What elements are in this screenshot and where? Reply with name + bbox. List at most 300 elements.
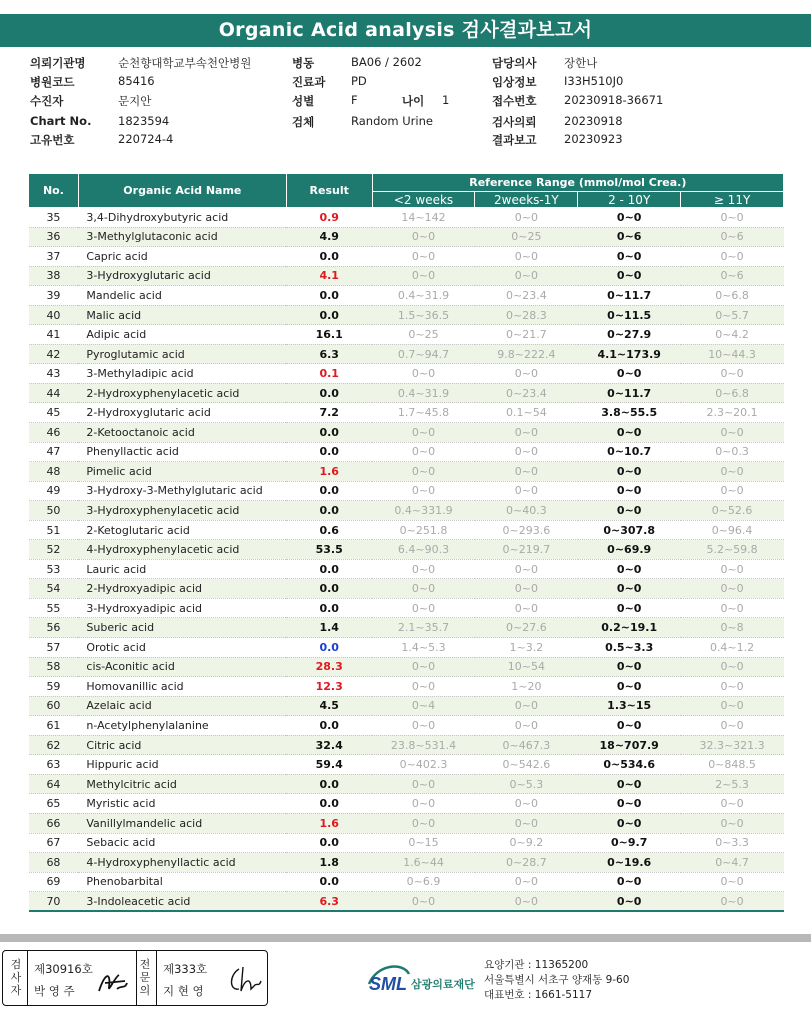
test-request-label: 검사의뢰 bbox=[492, 115, 537, 129]
col-header-ref-ge11y: ≥ 11Y bbox=[681, 192, 784, 208]
table-row bbox=[29, 364, 784, 384]
row-no: 63 bbox=[29, 755, 79, 775]
row-ref-2to10y: 4.1~173.9 bbox=[578, 344, 681, 364]
result-report-value: 20230923 bbox=[564, 132, 623, 146]
row-ref-lt2w: 0~0 bbox=[372, 481, 475, 501]
sml-org-name: 삼광의료재단 bbox=[411, 978, 475, 991]
table-row bbox=[29, 559, 784, 579]
row-result: 0.0 bbox=[286, 442, 372, 462]
signoff-divider bbox=[156, 951, 157, 1005]
row-ref-lt2w: 0~402.3 bbox=[372, 755, 475, 775]
row-result: 1.8 bbox=[286, 853, 372, 873]
table-row bbox=[29, 266, 784, 286]
row-ref-ge11y: 0~0 bbox=[681, 208, 784, 228]
row-name: Hippuric acid bbox=[78, 755, 286, 775]
hospital-code-label: 병원코드 bbox=[30, 75, 75, 89]
row-ref-2w1y: 0~23.4 bbox=[475, 383, 578, 403]
table-row bbox=[29, 286, 784, 306]
row-ref-lt2w: 0~0 bbox=[372, 657, 475, 677]
signoff-box bbox=[2, 950, 268, 1006]
row-ref-ge11y: 0~0 bbox=[681, 247, 784, 267]
row-name: 2-Hydroxyadipic acid bbox=[78, 579, 286, 599]
row-no: 42 bbox=[29, 344, 79, 364]
row-ref-2to10y: 0~0 bbox=[578, 208, 681, 228]
row-result: 0.0 bbox=[286, 383, 372, 403]
row-ref-2to10y: 1.3~15 bbox=[578, 696, 681, 716]
row-no: 51 bbox=[29, 520, 79, 540]
row-ref-2to10y: 0~0 bbox=[578, 481, 681, 501]
row-ref-2w1y: 0~0 bbox=[475, 442, 578, 462]
inspector-signature bbox=[95, 967, 131, 997]
row-no: 61 bbox=[29, 716, 79, 736]
row-ref-2w1y: 0~28.3 bbox=[475, 305, 578, 325]
table-row bbox=[29, 462, 784, 482]
row-ref-2w1y: 0~0 bbox=[475, 696, 578, 716]
row-ref-lt2w: 0~0 bbox=[372, 423, 475, 443]
row-no: 47 bbox=[29, 442, 79, 462]
row-result: 0.0 bbox=[286, 305, 372, 325]
table-row bbox=[29, 755, 784, 775]
row-ref-2w1y: 0~5.3 bbox=[475, 774, 578, 794]
row-ref-2w1y: 0~0 bbox=[475, 892, 578, 912]
row-ref-lt2w: 0~0 bbox=[372, 813, 475, 833]
doctor-label: 담당의사 bbox=[492, 56, 537, 70]
dept-value: PD bbox=[351, 74, 367, 88]
row-ref-ge11y: 0~0 bbox=[681, 677, 784, 697]
row-ref-ge11y: 0~0 bbox=[681, 462, 784, 482]
verifier-license-no: 제333호 bbox=[163, 962, 208, 976]
table-row bbox=[29, 344, 784, 364]
row-ref-2w1y: 0~0 bbox=[475, 716, 578, 736]
row-result: 0.0 bbox=[286, 872, 372, 892]
row-name: Pimelic acid bbox=[78, 462, 286, 482]
row-ref-lt2w: 0~0 bbox=[372, 716, 475, 736]
row-no: 39 bbox=[29, 286, 79, 306]
row-ref-ge11y: 0~0 bbox=[681, 579, 784, 599]
row-name: Adipic acid bbox=[78, 325, 286, 345]
specimen-label: 검체 bbox=[292, 115, 315, 129]
row-ref-2w1y: 0~0 bbox=[475, 208, 578, 228]
table-row bbox=[29, 598, 784, 618]
row-ref-2to10y: 0~0 bbox=[578, 266, 681, 286]
row-ref-lt2w: 14~142 bbox=[372, 208, 475, 228]
row-result: 16.1 bbox=[286, 325, 372, 345]
row-name: Vanillylmandelic acid bbox=[78, 813, 286, 833]
unique-no-label: 고유번호 bbox=[30, 133, 75, 147]
col-header-name: Organic Acid Name bbox=[78, 174, 286, 208]
row-ref-ge11y: 0~6 bbox=[681, 266, 784, 286]
row-ref-ge11y: 2.3~20.1 bbox=[681, 403, 784, 423]
table-row bbox=[29, 892, 784, 912]
row-name: 3-Methyladipic acid bbox=[78, 364, 286, 384]
row-ref-ge11y: 0~0 bbox=[681, 657, 784, 677]
table-row bbox=[29, 442, 784, 462]
row-ref-lt2w: 0~0 bbox=[372, 892, 475, 912]
row-result: 0.0 bbox=[286, 833, 372, 853]
footer-line-code: 요양기관 : 11365200 bbox=[484, 959, 589, 971]
row-result: 0.0 bbox=[286, 579, 372, 599]
row-ref-lt2w: 23.8~531.4 bbox=[372, 735, 475, 755]
table-row bbox=[29, 618, 784, 638]
row-ref-ge11y: 0~96.4 bbox=[681, 520, 784, 540]
row-no: 54 bbox=[29, 579, 79, 599]
row-ref-ge11y: 0~6 bbox=[681, 227, 784, 247]
row-name: Methylcitric acid bbox=[78, 774, 286, 794]
row-no: 48 bbox=[29, 462, 79, 482]
row-result: 0.0 bbox=[286, 638, 372, 658]
row-result: 0.0 bbox=[286, 247, 372, 267]
row-no: 52 bbox=[29, 540, 79, 560]
row-ref-2to10y: 0~0 bbox=[578, 462, 681, 482]
row-ref-2w1y: 0~0 bbox=[475, 872, 578, 892]
row-name: 4-Hydroxyphenyllactic acid bbox=[78, 853, 286, 873]
row-no: 43 bbox=[29, 364, 79, 384]
row-ref-lt2w: 0~0 bbox=[372, 227, 475, 247]
row-name: 3-Hydroxyphenylacetic acid bbox=[78, 501, 286, 521]
row-no: 53 bbox=[29, 559, 79, 579]
signoff-divider bbox=[136, 951, 137, 1005]
row-ref-ge11y: 0~0 bbox=[681, 872, 784, 892]
row-ref-ge11y: 0~6.8 bbox=[681, 383, 784, 403]
row-ref-lt2w: 0~0 bbox=[372, 598, 475, 618]
row-ref-2w1y: 0~40.3 bbox=[475, 501, 578, 521]
dept-label: 진료과 bbox=[292, 75, 326, 89]
row-ref-2to10y: 0~69.9 bbox=[578, 540, 681, 560]
row-ref-lt2w: 0~251.8 bbox=[372, 520, 475, 540]
table-row bbox=[29, 520, 784, 540]
row-ref-2w1y: 0~0 bbox=[475, 559, 578, 579]
table-row bbox=[29, 735, 784, 755]
row-result: 0.0 bbox=[286, 559, 372, 579]
row-ref-lt2w: 0~25 bbox=[372, 325, 475, 345]
row-result: 0.0 bbox=[286, 481, 372, 501]
chart-no-label: Chart No. bbox=[30, 114, 92, 128]
row-name: 3,4-Dihydroxybutyric acid bbox=[78, 208, 286, 228]
row-no: 49 bbox=[29, 481, 79, 501]
row-result: 53.5 bbox=[286, 540, 372, 560]
row-result: 4.1 bbox=[286, 266, 372, 286]
receipt-no-value: 20230918-36671 bbox=[564, 93, 664, 107]
table-row bbox=[29, 716, 784, 736]
row-ref-ge11y: 0~3.3 bbox=[681, 833, 784, 853]
table-row bbox=[29, 677, 784, 697]
row-no: 57 bbox=[29, 638, 79, 658]
row-result: 0.0 bbox=[286, 286, 372, 306]
row-ref-ge11y: 2~5.3 bbox=[681, 774, 784, 794]
inspector-license-no: 제30916호 bbox=[34, 962, 93, 976]
row-ref-lt2w: 1.7~45.8 bbox=[372, 403, 475, 423]
row-ref-lt2w: 0.7~94.7 bbox=[372, 344, 475, 364]
table-row bbox=[29, 423, 784, 443]
row-ref-lt2w: 0~0 bbox=[372, 442, 475, 462]
row-ref-lt2w: 0~0 bbox=[372, 579, 475, 599]
row-ref-lt2w: 0~0 bbox=[372, 794, 475, 814]
row-ref-2w1y: 0~219.7 bbox=[475, 540, 578, 560]
row-name: cis-Aconitic acid bbox=[78, 657, 286, 677]
row-result: 6.3 bbox=[286, 892, 372, 912]
row-ref-2w1y: 0~0 bbox=[475, 266, 578, 286]
row-ref-2w1y: 0~467.3 bbox=[475, 735, 578, 755]
patient-label: 수진자 bbox=[30, 94, 64, 108]
row-ref-2to10y: 0~11.7 bbox=[578, 383, 681, 403]
row-name: Phenobarbital bbox=[78, 872, 286, 892]
footer-info bbox=[484, 958, 629, 1003]
row-ref-2to10y: 0~27.9 bbox=[578, 325, 681, 345]
table-row bbox=[29, 794, 784, 814]
row-ref-2w1y: 0~0 bbox=[475, 462, 578, 482]
results-table-body bbox=[29, 208, 784, 912]
row-ref-2to10y: 0~19.6 bbox=[578, 853, 681, 873]
row-name: Pyroglutamic acid bbox=[78, 344, 286, 364]
row-no: 65 bbox=[29, 794, 79, 814]
row-ref-lt2w: 1.5~36.5 bbox=[372, 305, 475, 325]
row-no: 50 bbox=[29, 501, 79, 521]
table-row bbox=[29, 638, 784, 658]
row-result: 28.3 bbox=[286, 657, 372, 677]
row-ref-2w1y: 0~28.7 bbox=[475, 853, 578, 873]
row-ref-ge11y: 0~0 bbox=[681, 892, 784, 912]
inspector-vlabel: 검 사 자 bbox=[10, 958, 22, 997]
row-ref-lt2w: 0~4 bbox=[372, 696, 475, 716]
row-name: 2-Hydroxyglutaric acid bbox=[78, 403, 286, 423]
table-row bbox=[29, 696, 784, 716]
row-ref-ge11y: 0~52.6 bbox=[681, 501, 784, 521]
row-name: Citric acid bbox=[78, 735, 286, 755]
row-no: 66 bbox=[29, 813, 79, 833]
row-ref-ge11y: 0~5.7 bbox=[681, 305, 784, 325]
row-no: 59 bbox=[29, 677, 79, 697]
sml-logo-graphic bbox=[367, 960, 477, 998]
row-no: 41 bbox=[29, 325, 79, 345]
row-ref-ge11y: 0~0 bbox=[681, 598, 784, 618]
row-ref-2to10y: 0~10.7 bbox=[578, 442, 681, 462]
verifier-signature bbox=[225, 963, 263, 997]
row-ref-ge11y: 0~0 bbox=[681, 481, 784, 501]
table-row bbox=[29, 853, 784, 873]
table-row bbox=[29, 540, 784, 560]
row-result: 0.1 bbox=[286, 364, 372, 384]
row-no: 37 bbox=[29, 247, 79, 267]
row-result: 0.0 bbox=[286, 716, 372, 736]
row-ref-lt2w: 0~0 bbox=[372, 559, 475, 579]
unique-no-value: 220724-4 bbox=[118, 132, 174, 146]
row-ref-ge11y: 0~0.3 bbox=[681, 442, 784, 462]
row-name: Phenyllactic acid bbox=[78, 442, 286, 462]
row-result: 0.9 bbox=[286, 208, 372, 228]
sml-logo bbox=[367, 960, 477, 1002]
row-ref-2w1y: 0~0 bbox=[475, 481, 578, 501]
col-header-result: Result bbox=[286, 174, 372, 208]
row-ref-ge11y: 0~0 bbox=[681, 794, 784, 814]
row-ref-2to10y: 0~9.7 bbox=[578, 833, 681, 853]
row-ref-2w1y: 1~20 bbox=[475, 677, 578, 697]
row-result: 0.0 bbox=[286, 794, 372, 814]
row-result: 12.3 bbox=[286, 677, 372, 697]
clinical-info-label: 임상정보 bbox=[492, 75, 537, 89]
row-result: 7.2 bbox=[286, 403, 372, 423]
requesting-org-label: 의뢰기관명 bbox=[30, 56, 86, 70]
row-ref-ge11y: 0~0 bbox=[681, 696, 784, 716]
age-value: 1 bbox=[442, 93, 450, 107]
row-result: 1.6 bbox=[286, 462, 372, 482]
col-header-ref-2w1y: 2weeks-1Y bbox=[475, 192, 578, 208]
row-ref-ge11y: 0~0 bbox=[681, 364, 784, 384]
row-name: Lauric acid bbox=[78, 559, 286, 579]
row-no: 70 bbox=[29, 892, 79, 912]
results-table bbox=[28, 173, 784, 912]
row-no: 44 bbox=[29, 383, 79, 403]
row-name: Myristic acid bbox=[78, 794, 286, 814]
patient-value: 문지안 bbox=[118, 94, 152, 108]
row-ref-2to10y: 0~0 bbox=[578, 716, 681, 736]
sex-value: F bbox=[351, 93, 358, 107]
row-ref-ge11y: 10~44.3 bbox=[681, 344, 784, 364]
footer-line-address: 서울특별시 서초구 양재동 9-60 bbox=[484, 974, 630, 986]
table-row bbox=[29, 833, 784, 853]
row-ref-2w1y: 0~9.2 bbox=[475, 833, 578, 853]
row-ref-2w1y: 0~0 bbox=[475, 794, 578, 814]
table-row bbox=[29, 403, 784, 423]
row-name: Sebacic acid bbox=[78, 833, 286, 853]
row-result: 6.3 bbox=[286, 344, 372, 364]
table-row bbox=[29, 501, 784, 521]
row-ref-2w1y: 0~21.7 bbox=[475, 325, 578, 345]
row-ref-ge11y: 0~6.8 bbox=[681, 286, 784, 306]
row-ref-2w1y: 0~0 bbox=[475, 813, 578, 833]
row-ref-lt2w: 0~0 bbox=[372, 677, 475, 697]
row-name: n-Acetylphenylalanine bbox=[78, 716, 286, 736]
row-no: 60 bbox=[29, 696, 79, 716]
row-no: 68 bbox=[29, 853, 79, 873]
row-ref-2to10y: 0~0 bbox=[578, 598, 681, 618]
row-result: 1.6 bbox=[286, 813, 372, 833]
row-name: 3-Hydroxyglutaric acid bbox=[78, 266, 286, 286]
row-ref-2w1y: 0~23.4 bbox=[475, 286, 578, 306]
row-ref-lt2w: 0.4~31.9 bbox=[372, 383, 475, 403]
row-ref-2w1y: 10~54 bbox=[475, 657, 578, 677]
row-result: 59.4 bbox=[286, 755, 372, 775]
row-result: 0.0 bbox=[286, 774, 372, 794]
row-ref-ge11y: 0.4~1.2 bbox=[681, 638, 784, 658]
row-no: 62 bbox=[29, 735, 79, 755]
row-ref-2w1y: 1~3.2 bbox=[475, 638, 578, 658]
row-ref-2w1y: 0.1~54 bbox=[475, 403, 578, 423]
row-ref-2to10y: 0~0 bbox=[578, 813, 681, 833]
row-name: 4-Hydroxyphenylacetic acid bbox=[78, 540, 286, 560]
row-ref-2to10y: 0.2~19.1 bbox=[578, 618, 681, 638]
table-row bbox=[29, 481, 784, 501]
row-ref-lt2w: 0~0 bbox=[372, 774, 475, 794]
row-no: 69 bbox=[29, 872, 79, 892]
row-no: 40 bbox=[29, 305, 79, 325]
row-no: 35 bbox=[29, 208, 79, 228]
row-ref-2w1y: 0~25 bbox=[475, 227, 578, 247]
table-row bbox=[29, 872, 784, 892]
row-ref-lt2w: 0~6.9 bbox=[372, 872, 475, 892]
row-ref-2to10y: 0~0 bbox=[578, 677, 681, 697]
col-header-ref-2to10y: 2 - 10Y bbox=[578, 192, 681, 208]
row-name: 2-Ketooctanoic acid bbox=[78, 423, 286, 443]
test-request-value: 20230918 bbox=[564, 114, 623, 128]
table-row bbox=[29, 208, 784, 228]
sex-label: 성별 bbox=[292, 94, 315, 108]
row-ref-2to10y: 0~11.5 bbox=[578, 305, 681, 325]
row-name: Capric acid bbox=[78, 247, 286, 267]
row-ref-2to10y: 3.8~55.5 bbox=[578, 403, 681, 423]
row-ref-2w1y: 0~293.6 bbox=[475, 520, 578, 540]
ward-value: BA06 / 2602 bbox=[351, 55, 422, 69]
row-ref-2to10y: 0~0 bbox=[578, 364, 681, 384]
row-ref-2to10y: 0~0 bbox=[578, 872, 681, 892]
row-name: 2-Ketoglutaric acid bbox=[78, 520, 286, 540]
row-ref-lt2w: 1.6~44 bbox=[372, 853, 475, 873]
row-ref-2to10y: 0~307.8 bbox=[578, 520, 681, 540]
table-row bbox=[29, 325, 784, 345]
row-name: Homovanillic acid bbox=[78, 677, 286, 697]
row-result: 4.5 bbox=[286, 696, 372, 716]
row-name: 2-Hydroxyphenylacetic acid bbox=[78, 383, 286, 403]
row-ref-2to10y: 0~0 bbox=[578, 247, 681, 267]
row-name: Suberic acid bbox=[78, 618, 286, 638]
row-ref-ge11y: 0~0 bbox=[681, 559, 784, 579]
row-ref-ge11y: 0~4.7 bbox=[681, 853, 784, 873]
age-label: 나이 bbox=[402, 94, 425, 108]
row-ref-2w1y: 0~0 bbox=[475, 579, 578, 599]
requesting-org-value: 순천향대학교부속천안병원 bbox=[118, 56, 252, 70]
row-result: 0.0 bbox=[286, 598, 372, 618]
row-ref-lt2w: 0~0 bbox=[372, 462, 475, 482]
table-row bbox=[29, 579, 784, 599]
row-result: 1.4 bbox=[286, 618, 372, 638]
row-no: 67 bbox=[29, 833, 79, 853]
row-ref-lt2w: 0~0 bbox=[372, 364, 475, 384]
row-name: Malic acid bbox=[78, 305, 286, 325]
footer-line-phone: 대표번호 : 1661-5117 bbox=[484, 989, 593, 1001]
table-row bbox=[29, 774, 784, 794]
row-ref-2to10y: 0~0 bbox=[578, 774, 681, 794]
row-ref-lt2w: 0~0 bbox=[372, 247, 475, 267]
row-ref-2to10y: 0~6 bbox=[578, 227, 681, 247]
row-name: 3-Hydroxyadipic acid bbox=[78, 598, 286, 618]
row-no: 64 bbox=[29, 774, 79, 794]
row-ref-ge11y: 0~848.5 bbox=[681, 755, 784, 775]
ward-label: 병동 bbox=[292, 56, 315, 70]
row-result: 0.6 bbox=[286, 520, 372, 540]
row-ref-2to10y: 0~0 bbox=[578, 501, 681, 521]
row-no: 58 bbox=[29, 657, 79, 677]
row-ref-2w1y: 0~0 bbox=[475, 247, 578, 267]
row-ref-lt2w: 0.4~331.9 bbox=[372, 501, 475, 521]
row-ref-ge11y: 32.3~321.3 bbox=[681, 735, 784, 755]
row-ref-2to10y: 0.5~3.3 bbox=[578, 638, 681, 658]
receipt-no-label: 접수번호 bbox=[492, 94, 537, 108]
table-row bbox=[29, 227, 784, 247]
row-ref-2w1y: 0~27.6 bbox=[475, 618, 578, 638]
table-row bbox=[29, 305, 784, 325]
verifier-name: 지 현 영 bbox=[163, 984, 204, 998]
doctor-value: 장한나 bbox=[564, 56, 598, 70]
row-name: Orotic acid bbox=[78, 638, 286, 658]
row-ref-ge11y: 5.2~59.8 bbox=[681, 540, 784, 560]
row-ref-2w1y: 0~0 bbox=[475, 364, 578, 384]
row-ref-lt2w: 0~0 bbox=[372, 266, 475, 286]
row-no: 46 bbox=[29, 423, 79, 443]
row-result: 0.0 bbox=[286, 501, 372, 521]
row-result: 32.4 bbox=[286, 735, 372, 755]
row-ref-2to10y: 0~11.7 bbox=[578, 286, 681, 306]
row-no: 56 bbox=[29, 618, 79, 638]
row-ref-2w1y: 0~542.6 bbox=[475, 755, 578, 775]
